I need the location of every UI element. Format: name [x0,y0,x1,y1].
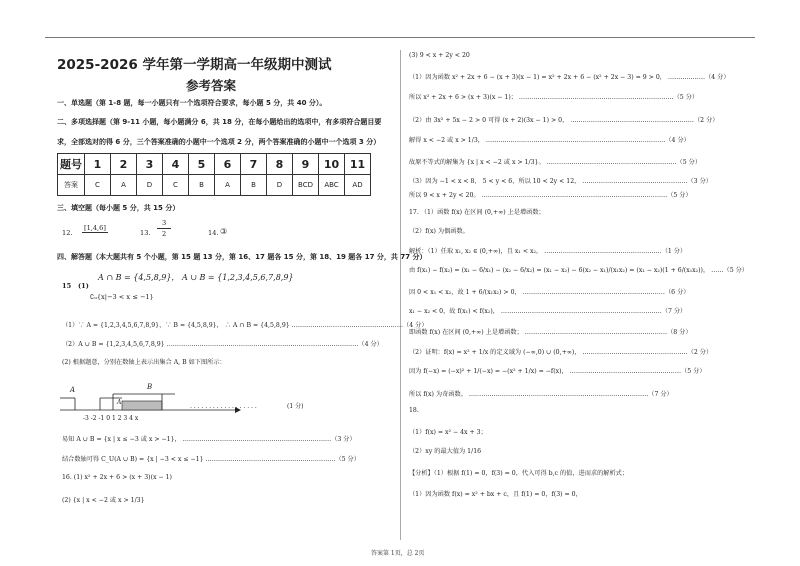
solution-line: 由 f(x₁) − f(x₂) = (x₁ − 6/x₁) − (x₂ − 6/x₂) = (x₁ − x₂) − 6(x₂ − x₁)/(x₁x₂) = (x₁ − x₂)(1 + 6/(x₁x₂))， ……（5 分） [409,267,748,274]
solution-line: 所以 f(x) 为奇函数。 ……………………………………………………………………………（7 分） [409,391,673,398]
table-header-cell: 答案 [58,175,85,196]
number-line-diagram [55,380,315,425]
q15-line-2: （2）A ∪ B = {1,2,3,4,5,6,7,8,9} …………………………………………………………………………………（4 分） [62,341,383,348]
solution-line: 所以 9 < x + 2y < 20。 ………………………………………………………………………………（5 分） [409,192,692,199]
q15-line-3: (2) 根据题意，分别在数轴上表示出集合 A, B 如下图所示： [62,359,226,366]
column-divider [400,50,401,540]
diagram-label-B: B [147,383,153,391]
solution-line: 【分析】（1）根据 f(1) = 0，f(3) = 0，代入可得 b,c 的值，进而求的解析式； [409,470,629,477]
q15-sub1: (1) [78,282,89,290]
page-subtitle: 参考答案 [186,78,237,93]
solution-line: （3）因为 −1 < x < 8， 5 < y < 6，所以 10 < 2y < 12， ……………………………………………（3 分） [409,178,712,185]
q15-line-4: 易知 A ∪ B = {x | x ≤ −3 或 x > −1}， ………………………………………………………………（3 分） [62,436,356,443]
q13-answer-numerator: 3 [162,219,167,227]
solution-line: 即函数 f(x) 在区间 (0,+∞) 上是增函数； ……………………………………………………………（8 分） [409,329,692,336]
q12-answer: [1,4,6] [84,224,106,232]
solution-line: 因 0 < x₁ < x₂，故 1 + 6/(x₁x₂) > 0， ……………………………………………………………（6 分） [409,289,690,296]
section-4-heading: 四、解答题（本大题共有 5 个小题，第 15 题 13 分，第 16、17 题各 15 分，第 18、19 题各 17 分，共 77 分） [57,253,427,261]
table-cell: 7 [241,154,267,175]
solution-line: 故原不等式的解集为 {x | x < −2 或 x > 1/3}。 ………………………………………………………（5 分） [409,159,702,166]
solution-line: （2）xy 的最大值为 1/16 [409,448,482,455]
solution-line: 因为 f(−x) = (−x)² + 1/(−x) = −(x² + 1/x) = −f(x)， ………………………………………………（5 分） [409,368,706,375]
table-cell: 3 [137,154,163,175]
table-cell: 4 [163,154,189,175]
solution-line: （1）因为函数 x² + 2x + 6 − (x + 3)(x − 1) = x² + 2x + 6 − (x² + 2x − 3) = 9 > 0， ………………（4 分） [409,74,730,81]
page-footer: 答案第 1页，总 2页 [371,550,425,557]
table-cell: A [215,175,241,196]
q13-answer-denominator: 2 [162,230,167,238]
table-cell: B [241,175,267,196]
q15-label: 15 [62,282,72,290]
section-2-heading: 二、多项选择题（第 9-11 小题，每小题满分 6，共 18 分，在每小题给出的选项中，有多项符合题目要 [57,118,382,126]
solution-line: (3) 9 < x + 2y < 20 [409,52,470,59]
answer-table-number-row [58,154,371,175]
solution-line: （1）f(x) = x² − 4x + 3； [409,429,487,436]
axis-tick-labels: -3 -2 -1 0 1 2 3 4 x [83,415,139,422]
table-cell: 9 [293,154,319,175]
table-cell: ABC [319,175,345,196]
fraction-bar [157,228,171,229]
q15-line-5: 结合数轴可得 C_U(A ∪ B) = {x | −3 < x ≤ −1} ………………………………………………………（5 分） [62,456,360,463]
solution-line: （2）证明：f(x) = x² + 1/x 的定义域为 (−∞,0) ∪ (0,+∞)， ……………………………………………（2 分） [409,349,713,356]
dotted-leader: . . . . . . . . . . . . . . . . . . [190,403,257,410]
q13-label: 13. [140,229,151,237]
q15-set-answer: A ∩ B = {4,5,8,9}， A ∪ B = {1,2,3,4,5,6,7,8,9} [98,273,294,282]
table-cell: 5 [189,154,215,175]
table-cell: D [267,175,293,196]
answer-table-answer-row [58,175,371,196]
diagram-label-A2: A [117,399,122,406]
section-2-heading-cont: 求，全部选对的得 6 分，三个答案准确的小题中一个选项 2 分，两个答案准确的小题中一个选项 3 分） [57,138,381,146]
q14-answer: ③ [220,227,228,236]
solution-line: 解得 x < −2 或 x > 1/3， ……………………………………………………………………………（4 分） [409,137,690,144]
table-cell: 6 [215,154,241,175]
shaded-region-A [122,401,162,410]
table-cell: 10 [319,154,345,175]
solution-line: x₁ − x₂ < 0，故 f(x₁) < f(x₂)， ……………………………………………………………………（7 分） [409,308,687,315]
table-cell: 1 [85,154,111,175]
solution-line: 解析：（1）任取 x₁, x₂ ∈ (0,+∞)，且 x₁ < x₂， …………………………………………………（1 分） [409,248,687,255]
q16-line-2: (2) {x | x < −2 或 x > 1/3} [62,497,145,504]
table-cell: 8 [267,154,293,175]
table-cell: BCD [293,175,319,196]
table-header-cell: 题号 [58,154,85,175]
section-3-heading: 三、填空题（每小题 5 分，共 15 分） [57,204,180,212]
q12-label: 12. [62,229,73,237]
solution-line: 17. （1）函数 f(x) 在区间 (0,+∞) 上是增函数； [409,209,545,216]
solution-line: （2）由 3x² + 5x − 2 > 0 可得 (x + 2)(3x − 1) > 0， ……………………………………………………（2 分） [409,117,719,124]
table-cell: AD [345,175,371,196]
section-1-heading: 一、单选题（第 1-8 题，每一小题只有一个选项符合要求，每小题 5 分，共 40 分）。 [57,99,327,107]
q15-line-1: （1）∵ A = {1,2,3,4,5,6,7,8,9}，∵ B = {4,5,8,9}， ∴ A ∩ B = {4,5,8,9} ………………………………………………（4 分） [62,322,428,329]
diagram-label-A: A [70,386,76,394]
table-cell: D [137,175,163,196]
score-mark: (1 分) [287,403,304,410]
q14-label: 14. [208,229,219,237]
table-cell: 11 [345,154,371,175]
table-cell: 2 [111,154,137,175]
table-cell: A [111,175,137,196]
top-rule [45,37,755,38]
solution-line: （1）因为函数 f(x) = x² + bx + c，且 f(1) = 0，f(3) = 0， [409,491,582,498]
q15-set-answer-2: ∁ᵤ{x|−3 < x ≤ −1} [90,293,154,301]
solution-line: （2）f(x) 为偶函数。 [409,228,469,235]
solution-line: 18. [409,407,419,414]
q16-line-1: 16. (1) x² + 2x + 6 > (x + 3)(x − 1) [62,474,172,481]
table-cell: C [85,175,111,196]
table-cell: C [163,175,189,196]
page-title: 2025-2026 学年第一学期高一年级期中测试 [57,57,332,73]
table-cell: B [189,175,215,196]
solution-line: 所以 x² + 2x + 6 > (x + 3)(x − 1)； …………………………………………………………………（5 分） [409,94,699,101]
answer-table [57,153,371,196]
